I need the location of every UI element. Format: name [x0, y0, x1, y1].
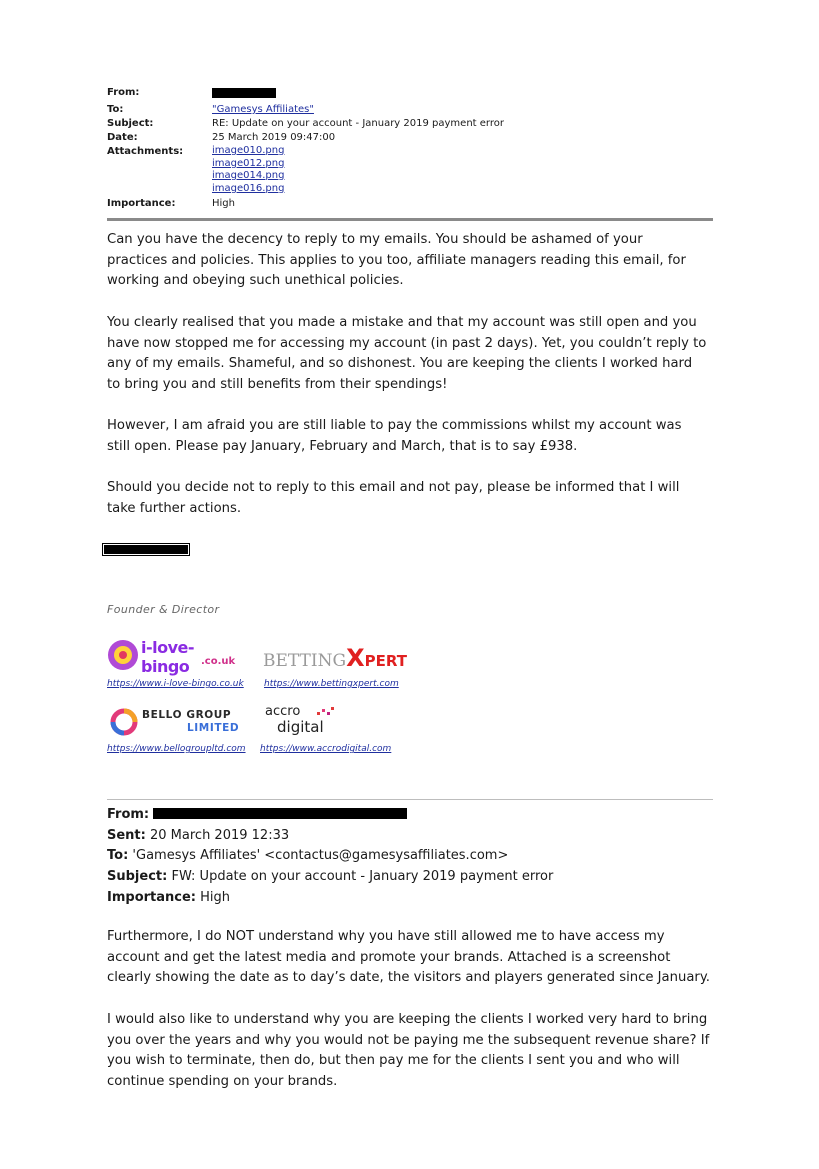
attachments-row	[107, 145, 717, 195]
to-label: To:	[107, 104, 124, 115]
sent-row	[107, 826, 717, 847]
importance-value: High	[212, 198, 235, 209]
to-label-2: To:	[107, 848, 129, 864]
body-paragraph: I would also like to understand why you are keeping the clients I worked very hard to bring you over the years and why you would not be paying me the subsequent revenue share? If you wish to terminate, then do, but then pay me for the clients I sent you and who will continue spending on your brands.	[107, 1011, 710, 1089]
importance-value-2: High	[200, 889, 231, 905]
importance-row	[107, 197, 717, 211]
email-body-1	[107, 230, 707, 540]
importance-label: Importance:	[107, 198, 176, 209]
signature-title: Founder & Director	[107, 603, 220, 616]
date-label: Date:	[107, 132, 138, 143]
email-body-2	[107, 927, 711, 1113]
from-label: From:	[107, 87, 140, 98]
from-label-2: From:	[107, 807, 150, 822]
bingo-logo-text: i-love-bingo	[141, 638, 195, 676]
redacted-signature-name	[103, 544, 189, 555]
betting-logo-text: BETTING	[263, 651, 347, 671]
bello-logo-text: BELLO GROUP	[142, 709, 232, 721]
bello-logo-subtext: LIMITED	[187, 722, 240, 734]
to-row	[107, 103, 717, 117]
betting-logo-pert: PERT	[364, 652, 407, 670]
to-recipient-link[interactable]: "Gamesys Affiliates"	[212, 104, 314, 115]
i-love-bingo-logo	[107, 638, 242, 676]
bello-website-link[interactable]: https://www.bellogroupltd.com	[107, 744, 246, 754]
sent-value: 20 March 2019 12:33	[150, 827, 290, 843]
bettingxpert-website-link[interactable]: https://www.bettingxpert.com	[264, 679, 399, 689]
subject-label-2: Subject:	[107, 869, 168, 885]
accro-logo-subtext: digital	[277, 718, 324, 736]
subject-value: RE: Update on your account - January 2019 payment error	[212, 118, 504, 129]
bello-ring-icon	[109, 707, 139, 737]
redacted-sender-2	[153, 808, 407, 819]
header-divider	[107, 218, 713, 221]
accro-digital-logo	[265, 704, 340, 738]
bello-group-logo	[109, 706, 244, 738]
accro-dots-icon	[317, 706, 337, 720]
from-row-2	[107, 805, 717, 826]
accro-logo-text: accro	[265, 704, 301, 719]
subject-row	[107, 117, 717, 131]
accro-website-link[interactable]: https://www.accrodigital.com	[260, 744, 392, 754]
date-value: 25 March 2019 09:47:00	[212, 132, 336, 143]
attachments-label: Attachments:	[107, 146, 184, 157]
to-row-2	[107, 846, 717, 867]
to-value-2: 'Gamesys Affiliates' <contactus@gamesysaffiliates.com>	[132, 848, 509, 864]
body-paragraph: Should you decide not to reply to this email and not pay, please be informed that I will take further actions.	[107, 480, 680, 517]
subject-label: Subject:	[107, 118, 154, 129]
bingo-website-link[interactable]: https://www.i-love-bingo.co.uk	[107, 679, 244, 689]
subject-value-2: FW: Update on your account - January 2019 payment error	[171, 869, 554, 885]
importance-row-2	[107, 888, 717, 909]
email-header-1	[107, 86, 717, 211]
body-paragraph: You clearly realised that you made a mistake and that my account was still open and you have now stopped me for accessing my account (in past 2 days). Yet, you couldn’t reply to any of my emails. Shameful, and so dishonest. You are keeping the clients I worked hard to bring you and still benefits from their spendings!	[107, 314, 707, 392]
body-paragraph: However, I am afraid you are still liable to pay the commissions whilst my account was still open. Please pay January, February and March, that is to say £938.	[107, 418, 682, 454]
email-header-2	[107, 805, 717, 909]
redacted-sender	[212, 88, 276, 98]
attachment-link[interactable]: image012.png	[212, 157, 285, 169]
attachment-link[interactable]: image014.png	[212, 170, 285, 181]
bingo-logo-suffix: .co.uk	[201, 656, 236, 667]
body-paragraph: Can you have the decency to reply to my emails. You should be ashamed of your practices and policies. This applies to you too, affiliate managers reading this email, for working and obeying such unethical policies.	[107, 232, 686, 289]
subject-row-2	[107, 867, 717, 888]
attachment-link[interactable]: image010.png	[212, 145, 285, 156]
body-paragraph: Furthermore, I do NOT understand why you have still allowed me to have access my account and get the latest media and promote your brands. Attached is a screenshot clearly showing the date as to day’s date, the visitors and players generated since January.	[107, 929, 710, 986]
date-row	[107, 131, 717, 145]
importance-label-2: Importance:	[107, 889, 196, 905]
sent-label: Sent:	[107, 827, 146, 843]
forward-divider	[107, 799, 713, 800]
betting-logo-x: X	[346, 644, 365, 672]
from-row	[107, 86, 717, 103]
attachment-link[interactable]: image016.png	[212, 182, 285, 194]
bettingxpert-logo	[263, 644, 407, 672]
